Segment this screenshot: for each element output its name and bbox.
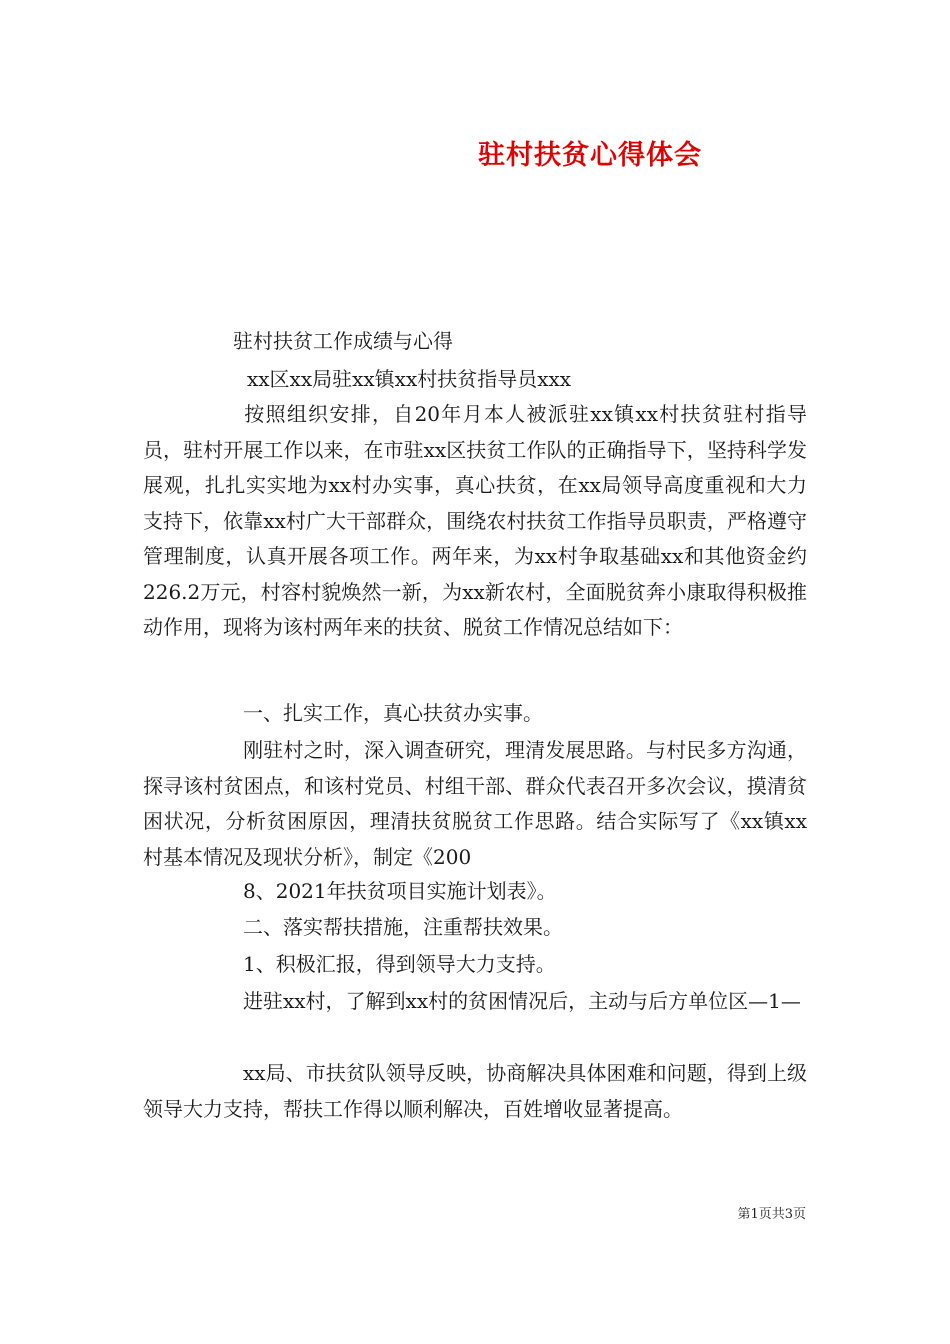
- section-heading-2: 二、落实帮扶措施，注重帮扶效果。: [243, 915, 563, 939]
- paragraph-support-text: xx局、市扶贫队领导反映，协商解决具体困难和问题，得到上级领导大力支持，帮扶工作得以顺利解决，百姓增收显著提高。: [143, 1061, 807, 1121]
- paragraph-research: [143, 733, 807, 875]
- section-heading-1: 一、扎实工作，真心扶贫办实事。: [243, 701, 543, 725]
- paragraph-research-text: 刚驻村之时，深入调查研究，理清发展思路。与村民多方沟通，探寻该村贫困点，和该村党员、村组干部、群众代表召开多次会议，摸清贫困状况，分析贫困原因，理清扶贫脱贫工作思路。结合实际写了《xx镇xx村基本情况及现状分析》，制定《200: [143, 738, 807, 869]
- paragraph-support: [143, 1056, 807, 1127]
- paragraph-report-text: 进驻xx村，了解到xx村的贫困情况后，主动与后方单位区—1—: [243, 989, 801, 1013]
- paragraph-report: [143, 984, 807, 1020]
- paragraph-intro-text: 按照组织安排，自20年月本人被派驻xx镇xx村扶贫驻村指导员，驻村开展工作以来，在市驻xx区扶贫工作队的正确指导下，坚持科学发展观，扎扎实实地为xx村办实事，真心扶贫，在xx局领导高度重视和大力支持下，依靠xx村广大干部群众，围绕农村扶贫工作指导员职责，严格遵守管理制度，认真开展各项工作。两年来，为xx村争取基础xx和其他资金约226.2万元，村容村貌焕然一新，为xx新农村，全面脱贫奔小康取得积极推动作用，现将为该村两年来的扶贫、脱贫工作情况总结如下：: [143, 402, 807, 639]
- author-line: xx区xx局驻xx镇xx村扶贫指导员xxx: [247, 367, 572, 391]
- paragraph-intro: [143, 397, 807, 646]
- paragraph-research-continued: 8、2021年扶贫项目实施计划表》。: [243, 879, 557, 903]
- document-subtitle: 驻村扶贫工作成绩与心得: [233, 329, 453, 353]
- subsection-heading-1: 1、积极汇报，得到领导大力支持。: [243, 952, 556, 976]
- page-number-footer: 第1页共3页: [737, 1207, 806, 1222]
- page-title: 驻村扶贫心得体会: [478, 140, 702, 171]
